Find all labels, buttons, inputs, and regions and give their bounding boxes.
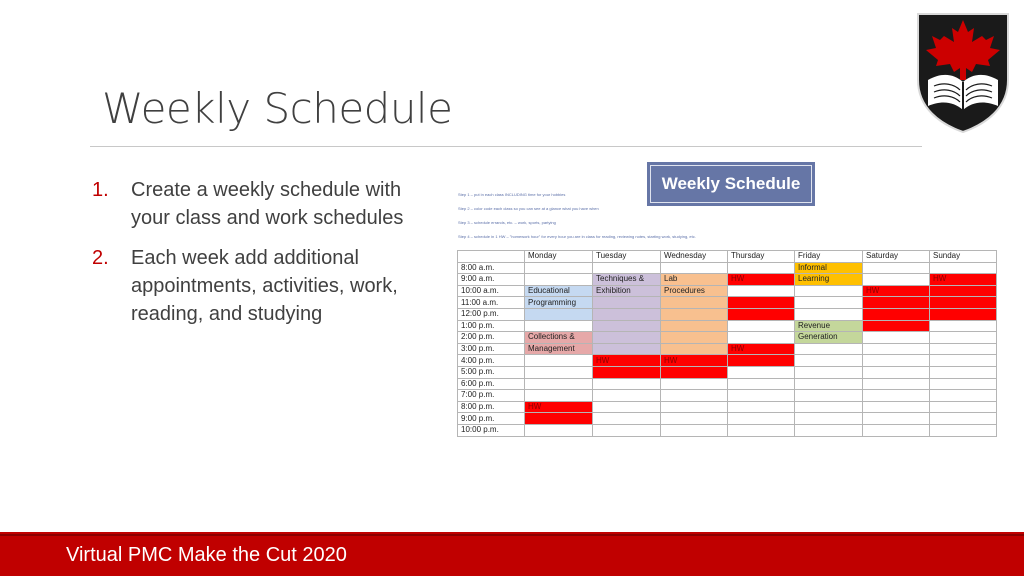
schedule-cell — [525, 320, 593, 332]
schedule-cell: Management — [525, 343, 593, 355]
schedule-cell — [728, 332, 795, 344]
time-cell: 7:00 p.m. — [458, 390, 525, 402]
schedule-cell — [593, 401, 661, 413]
schedule-cell — [795, 401, 863, 413]
table-body — [458, 262, 997, 436]
schedule-cell: Programming — [525, 297, 593, 309]
schedule-cell — [863, 297, 930, 309]
schedule-cell — [863, 366, 930, 378]
header-cell: Thursday — [728, 251, 795, 263]
schedule-cell — [863, 390, 930, 402]
schedule-cell — [930, 378, 997, 390]
schedule-cell — [930, 285, 997, 297]
table-row — [458, 308, 997, 320]
schedule-cell — [863, 262, 930, 274]
schedule-cell — [863, 424, 930, 436]
schedule-cell — [728, 262, 795, 274]
schedule-cell: HW — [728, 274, 795, 286]
time-cell: 1:00 p.m. — [458, 320, 525, 332]
schedule-cell — [593, 413, 661, 425]
schedule-cell — [728, 378, 795, 390]
schedule-cell — [930, 343, 997, 355]
table-row — [458, 401, 997, 413]
schedule-cell — [795, 390, 863, 402]
schedule-cell — [863, 332, 930, 344]
schedule-cell: Techniques & — [593, 274, 661, 286]
schedule-cell: HW — [863, 285, 930, 297]
badge-label: Weekly Schedule — [650, 165, 812, 203]
bullet-number: 1. — [92, 179, 109, 201]
schedule-cell — [728, 285, 795, 297]
time-cell: 8:00 p.m. — [458, 401, 525, 413]
header-cell: Tuesday — [593, 251, 661, 263]
schedule-cell — [728, 401, 795, 413]
table-row — [458, 274, 997, 286]
schedule-cell — [728, 297, 795, 309]
schedule-cell — [661, 308, 728, 320]
schedule-cell — [525, 308, 593, 320]
schedule-cell — [525, 262, 593, 274]
schedule-cell — [661, 424, 728, 436]
time-cell: 10:00 a.m. — [458, 285, 525, 297]
schedule-cell — [661, 332, 728, 344]
time-cell: 12:00 p.m. — [458, 308, 525, 320]
schedule-cell — [593, 320, 661, 332]
schedule-cell — [728, 424, 795, 436]
slide-title: Weekly Schedule — [102, 84, 453, 133]
bullet-item-1 — [92, 176, 432, 232]
schedule-cell — [863, 274, 930, 286]
schedule-cell — [661, 366, 728, 378]
schedule-cell — [593, 262, 661, 274]
time-cell: 6:00 p.m. — [458, 378, 525, 390]
schedule-cell — [863, 355, 930, 367]
table-row — [458, 262, 997, 274]
schedule-cell — [930, 390, 997, 402]
schedule-cell — [593, 378, 661, 390]
schedule-cell: Exhibition — [593, 285, 661, 297]
schedule-cell — [661, 413, 728, 425]
schedule-cell — [525, 355, 593, 367]
bullet-text: Each week add additional appointments, activities, work, reading, and studying — [131, 247, 398, 325]
schedule-cell — [728, 308, 795, 320]
schedule-cell — [525, 366, 593, 378]
schedule-cell — [930, 308, 997, 320]
header-cell: Saturday — [863, 251, 930, 263]
header-cell — [458, 251, 525, 263]
schedule-cell — [728, 366, 795, 378]
schedule-cell — [661, 320, 728, 332]
schedule-cell — [728, 355, 795, 367]
footer-line — [0, 534, 1024, 536]
schedule-cell — [525, 413, 593, 425]
time-cell: 11:00 a.m. — [458, 297, 525, 309]
schedule-cell — [661, 262, 728, 274]
schedule-cell — [863, 308, 930, 320]
schedule-cell — [661, 378, 728, 390]
schedule-cell: HW — [525, 401, 593, 413]
time-cell: 5:00 p.m. — [458, 366, 525, 378]
time-cell: 10:00 p.m. — [458, 424, 525, 436]
schedule-cell — [728, 390, 795, 402]
schedule-cell: HW — [661, 355, 728, 367]
schedule-cell: Educational — [525, 285, 593, 297]
schedule-cell — [525, 274, 593, 286]
table-row — [458, 285, 997, 297]
footer-text: Virtual PMC Make the Cut 2020 — [66, 544, 347, 566]
table-row — [458, 413, 997, 425]
schedule-cell — [863, 401, 930, 413]
schedule-cell — [930, 401, 997, 413]
schedule-cell — [661, 343, 728, 355]
instruction-step-3: Step 3 – schedule errands, etc. – work, sports, partying — [458, 220, 556, 225]
schedule-cell — [593, 332, 661, 344]
schedule-cell — [930, 332, 997, 344]
time-cell: 9:00 a.m. — [458, 274, 525, 286]
schedule-cell: Collections & — [525, 332, 593, 344]
time-cell: 3:00 p.m. — [458, 343, 525, 355]
bullet-number: 2. — [92, 247, 109, 269]
schedule-cell — [795, 413, 863, 425]
schedule-cell: Lab — [661, 274, 728, 286]
table-row — [458, 320, 997, 332]
schedule-cell — [795, 366, 863, 378]
header-cell: Sunday — [930, 251, 997, 263]
bullet-list — [92, 176, 432, 340]
schedule-cell — [863, 320, 930, 332]
schedule-cell — [661, 390, 728, 402]
weekly-schedule-table — [457, 250, 997, 437]
table-row — [458, 343, 997, 355]
schedule-cell — [525, 424, 593, 436]
schedule-cell — [593, 366, 661, 378]
schedule-cell: Revenue — [795, 320, 863, 332]
schedule-cell — [930, 297, 997, 309]
schedule-cell — [930, 366, 997, 378]
schedule-cell — [863, 343, 930, 355]
schedule-cell — [728, 320, 795, 332]
header-cell: Monday — [525, 251, 593, 263]
schedule-cell: Informal — [795, 262, 863, 274]
schedule-cell: HW — [593, 355, 661, 367]
schedule-instructions — [458, 192, 778, 248]
schedule-cell — [525, 390, 593, 402]
schedule-cell — [930, 320, 997, 332]
table-row — [458, 332, 997, 344]
schedule-cell: Generation — [795, 332, 863, 344]
time-cell: 2:00 p.m. — [458, 332, 525, 344]
schedule-cell: Procedures — [661, 285, 728, 297]
bullet-text: Create a weekly schedule with your class and work schedules — [131, 179, 404, 229]
bullet-item-2 — [92, 244, 432, 328]
table-row — [458, 390, 997, 402]
schedule-cell — [863, 413, 930, 425]
schedule-cell — [795, 308, 863, 320]
maple-leaf-book-shield-icon — [914, 10, 1012, 134]
header-cell: Wednesday — [661, 251, 728, 263]
time-cell: 8:00 a.m. — [458, 262, 525, 274]
schedule-cell — [930, 413, 997, 425]
schedule-cell — [525, 378, 593, 390]
schedule-cell — [930, 424, 997, 436]
time-cell: 9:00 p.m. — [458, 413, 525, 425]
schedule-cell — [795, 285, 863, 297]
schedule-cell — [593, 390, 661, 402]
schedule-cell — [593, 308, 661, 320]
schedule-cell — [795, 355, 863, 367]
table-header-row — [458, 251, 997, 263]
title-divider — [90, 146, 922, 147]
header-cell: Friday — [795, 251, 863, 263]
schedule-cell — [728, 413, 795, 425]
schedule-cell — [795, 378, 863, 390]
schedule-cell — [863, 378, 930, 390]
table-row — [458, 424, 997, 436]
schedule-cell: HW — [728, 343, 795, 355]
schedule-cell — [661, 401, 728, 413]
schedule-cell — [930, 355, 997, 367]
table-row — [458, 378, 997, 390]
schedule-cell: HW — [930, 274, 997, 286]
schedule-cell — [930, 262, 997, 274]
schedule-cell — [795, 297, 863, 309]
table-row — [458, 366, 997, 378]
schedule-cell — [593, 424, 661, 436]
instruction-step-2: Step 2 – color code each class so you can see at a glance what you have when — [458, 206, 599, 211]
schedule-cell — [795, 343, 863, 355]
schedule-cell — [661, 297, 728, 309]
instruction-step-4: Step 4 – schedule in 1 HW – "homework hour" for every hour you are in class for reading, reviewing notes, starting work, studying, etc. — [458, 234, 696, 239]
instruction-step-1: Step 1 – put in each class INCLUDING time for your hobbies — [458, 192, 566, 197]
schedule-cell — [795, 424, 863, 436]
table-row — [458, 297, 997, 309]
table-row — [458, 355, 997, 367]
time-cell: 4:00 p.m. — [458, 355, 525, 367]
schedule-cell: Learning — [795, 274, 863, 286]
schedule-cell — [593, 297, 661, 309]
schedule-cell — [593, 343, 661, 355]
